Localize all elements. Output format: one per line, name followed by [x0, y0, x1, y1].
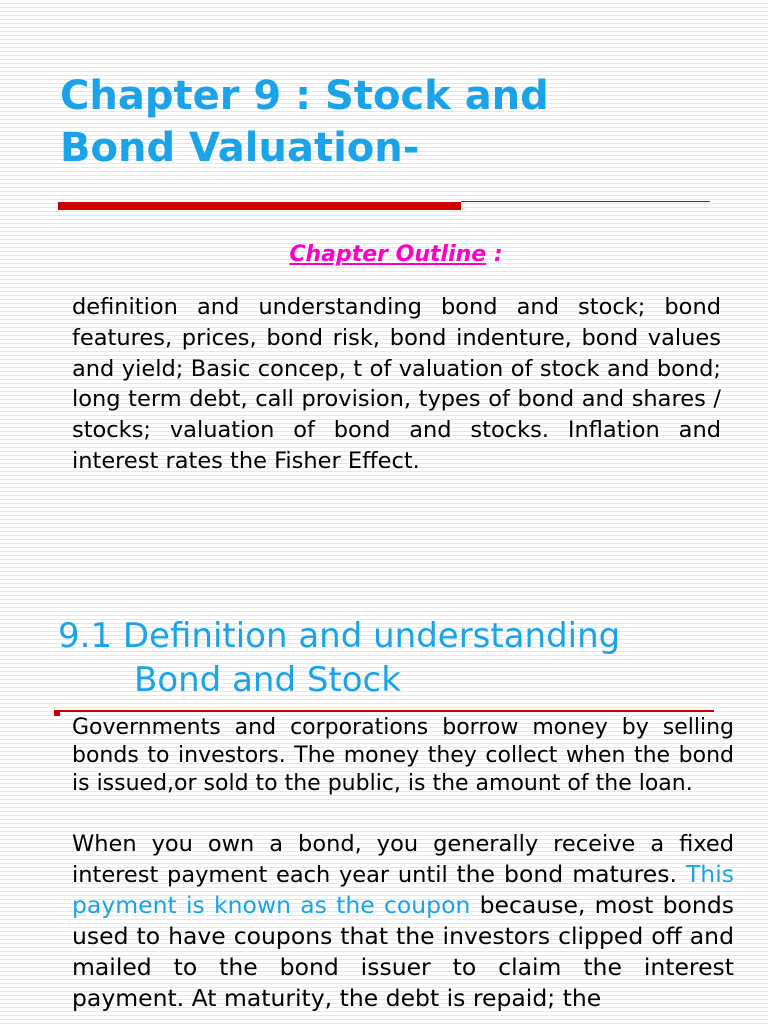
paragraph-bond-loans: Governments and corporations borrow money by selling bonds to investors. The money they collect when the bond is issued,or sold to the public, is the amount of the loan. [72, 715, 734, 796]
paragraph-coupon-highlight: This payment is known as the coupon [72, 860, 734, 919]
paragraph-coupon-part2: the bond matures. [456, 860, 686, 888]
section-heading-line1: 9.1 Definition and understanding [58, 616, 621, 656]
content-divider [54, 710, 714, 712]
slide-title-line1: Chapter 9 : Stock and [60, 73, 549, 119]
title-divider [58, 201, 710, 211]
slide-title [60, 70, 700, 174]
chapter-outline-label: Chapter Outline [289, 242, 487, 267]
paragraph-bond-coupon [72, 829, 734, 1014]
section-heading-line2: Bond and Stock [134, 660, 401, 700]
title-divider-thin [461, 201, 710, 202]
paragraph-coupon-part4: because, most bonds used to have coupons that the investors clipped off and mailed to the bond issuer to claim the interest payment. At maturity, the debt is repaid; the [72, 891, 734, 1012]
slide-title-line2: Bond Valuation- [60, 125, 420, 171]
content-bullet-marker [54, 710, 60, 716]
chapter-outline-text: definition and understanding bond and stock; bond features, prices, bond risk, bond indenture, bond values and yield; Basic concep, t of valuation of stock and bond; long term debt, call provision, types of bond and shares / stocks; valuation of bond and stocks. Inflation and interest rates the Fisher Effect. [72, 294, 721, 474]
paragraph-coupon-part1: When you own a bond, you generally receive a fixed interest payment each year until [72, 831, 734, 888]
section-heading [58, 614, 620, 702]
chapter-outline-colon: : [486, 242, 503, 267]
title-divider-thick [58, 202, 461, 210]
chapter-outline-heading [0, 240, 768, 270]
